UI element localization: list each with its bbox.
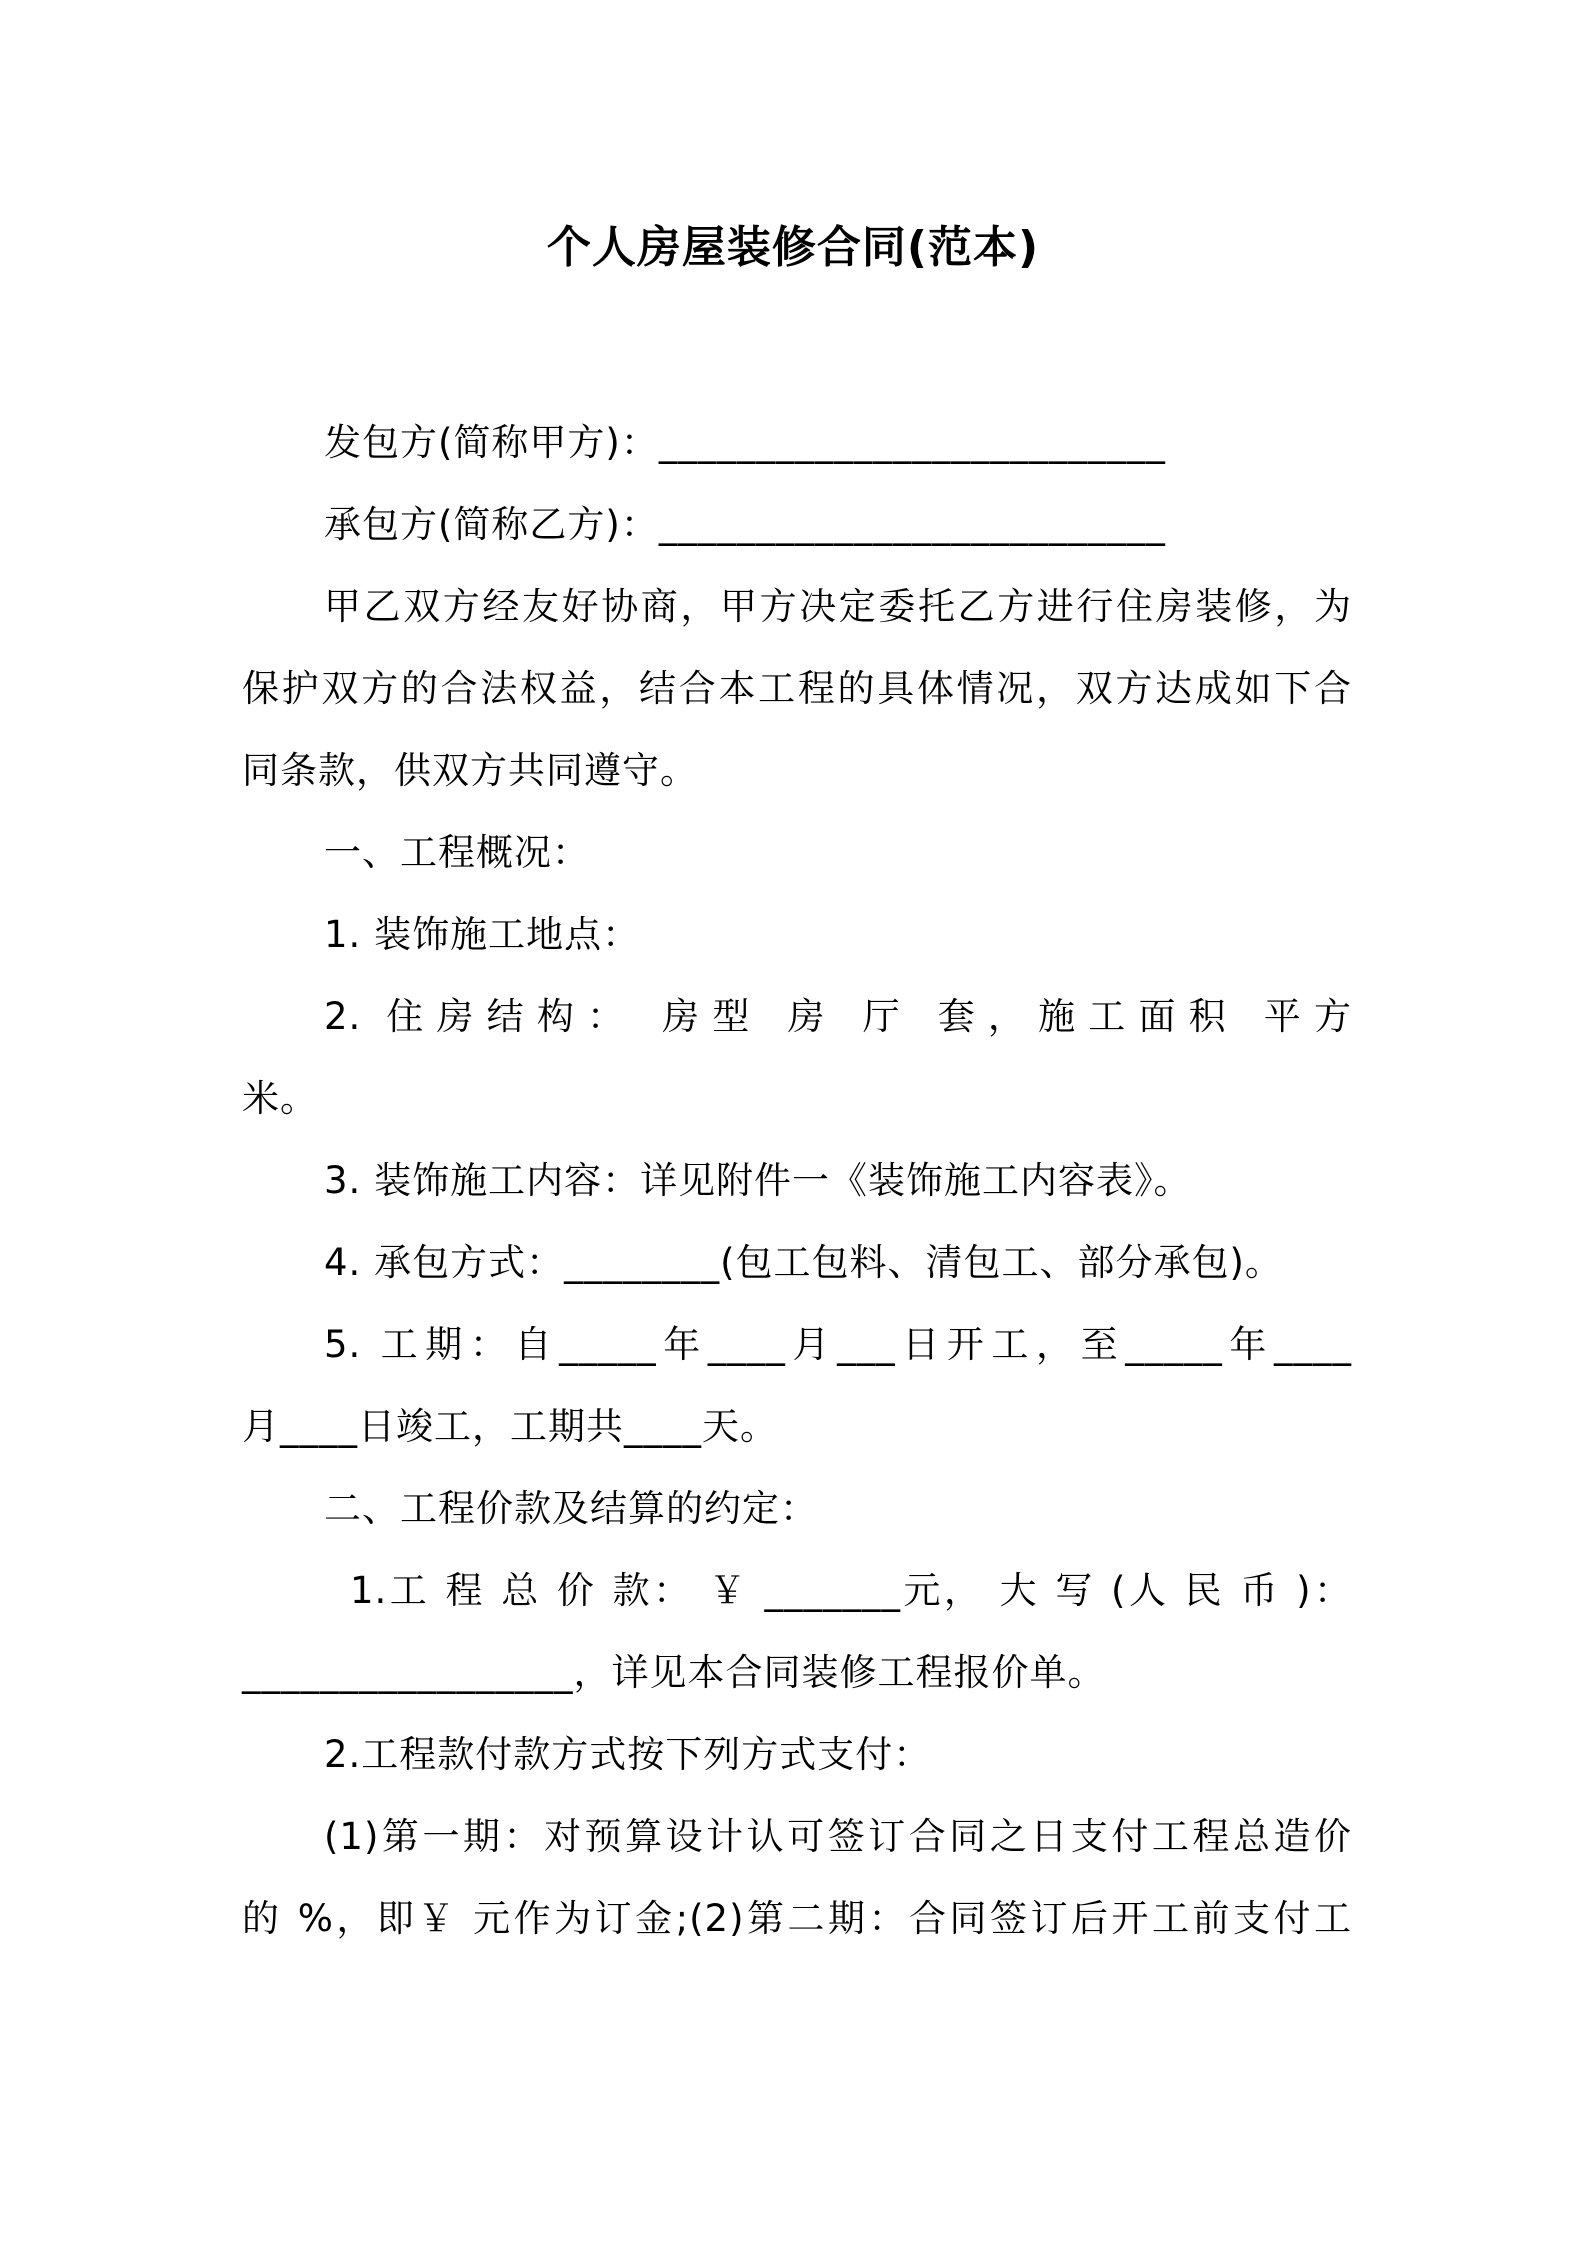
clause-1-1: 1. 装饰施工地点：: [324, 913, 641, 956]
document-title: 个人房屋装修合同(范本): [546, 222, 1040, 273]
intro-line-1: 甲乙双方经友好协商，甲方决定委托乙方进行住房装修，为: [324, 585, 1352, 628]
clause-2-1: 1.工 程 总 价 款： ￥ _______元， 大 写 (人 民 币 )：: [350, 1569, 1352, 1612]
clause-1-3: 3. 装饰施工内容：详见附件一《装饰施工内容表》。: [324, 1159, 1192, 1202]
party-b-line: 承包方(简称乙方)：__________________________: [324, 503, 1166, 546]
clause-1-4: 4. 承包方式：________(包工包料、清包工、部分承包)。: [324, 1241, 1283, 1284]
clause-1-5-cont: 月____日竣工，工期共____天。: [242, 1405, 778, 1448]
clause-1-2: 2. 住房结构： 房型 房 厅 套，施工面积 平方: [324, 995, 1352, 1038]
clause-1-2-cont: 米。: [242, 1077, 318, 1120]
party-a-line: 发包方(简称甲方)：__________________________: [324, 421, 1166, 464]
clause-2-2: 2.工程款付款方式按下列方式支付：: [324, 1733, 932, 1776]
intro-line-3: 同条款，供双方共同遵守。: [242, 749, 698, 792]
section-2-heading: 二、工程价款及结算的约定：: [324, 1487, 818, 1530]
section-1-heading: 一、工程概况：: [324, 831, 590, 874]
clause-2-2-1: (1)第一期：对预算设计认可签订合同之日支付工程总造价: [324, 1815, 1352, 1858]
clause-2-2-cont: 的 %，即￥ 元作为订金;(2)第二期：合同签订后开工前支付工: [242, 1897, 1352, 1940]
intro-line-2: 保护双方的合法权益，结合本工程的具体情况，双方达成如下合: [242, 667, 1352, 710]
clause-1-5: 5. 工期：自_____年____月___日开工，至_____年____: [324, 1323, 1352, 1366]
clause-2-1-cont: _________________，详见本合同装修工程报价单。: [242, 1651, 1106, 1694]
